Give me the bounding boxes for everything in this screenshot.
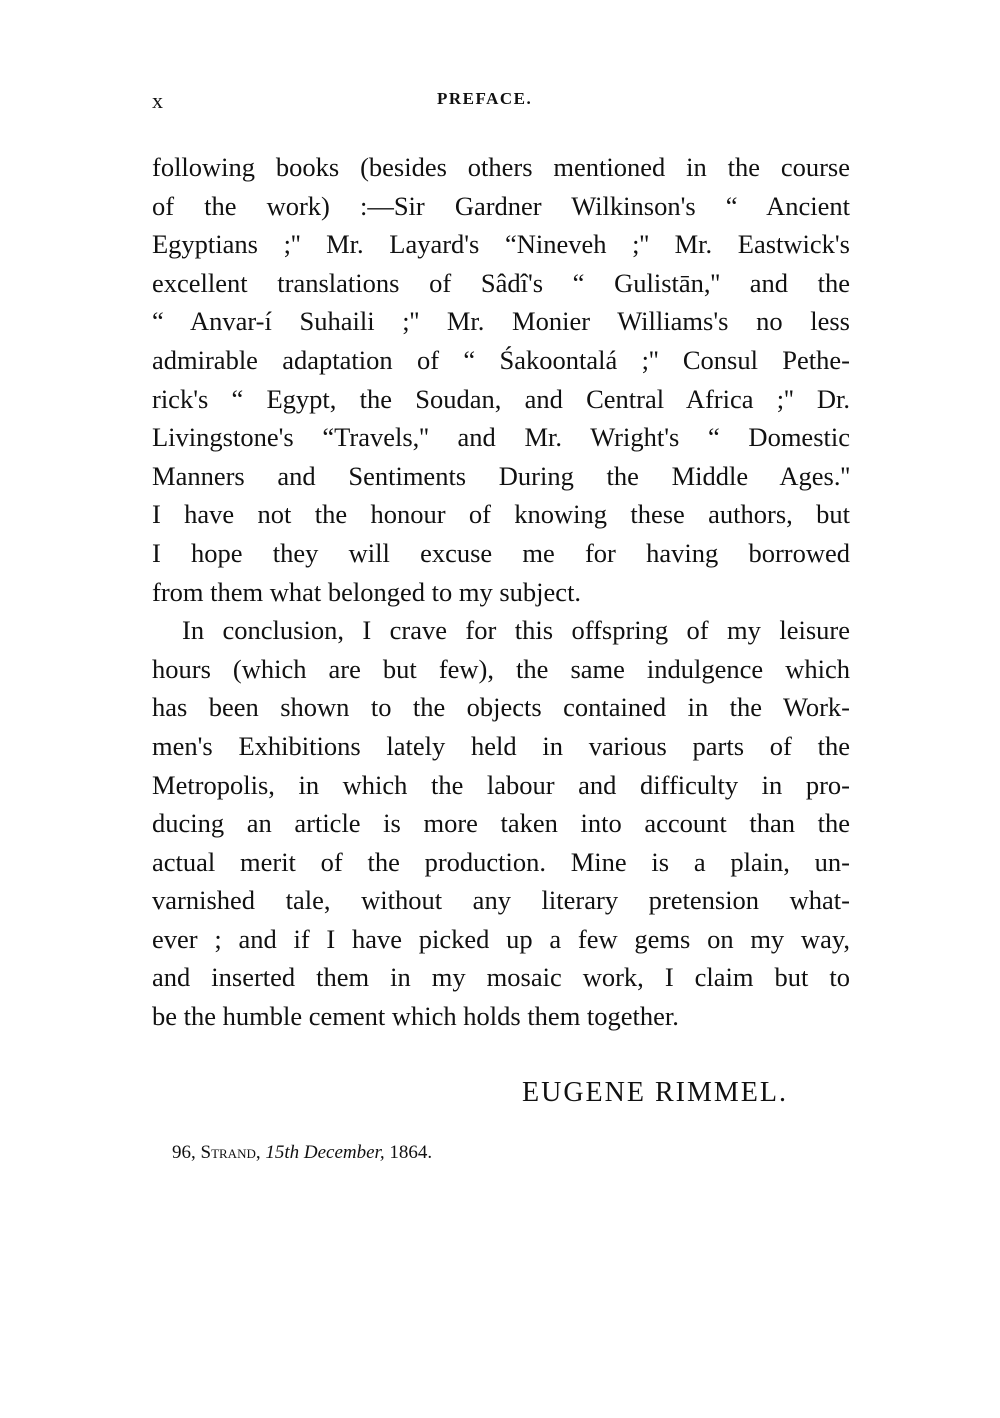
text-line: Egyptians ;'' Mr. Layard's “Nineveh ;'' Mr. Eastwick's <box>152 229 850 260</box>
text-line: following books (besides others mentioned in the course <box>152 152 850 182</box>
text-line: be the humble cement which holds them together. <box>152 1001 679 1032</box>
text-line: hours (which are but few), the same indulgence which <box>152 653 850 684</box>
text-line: of the work) :—Sir Gardner Wilkinson's “ Ancient <box>152 190 850 221</box>
text-line: men's Exhibitions lately held in various parts of the <box>152 730 850 761</box>
text-line: has been shown to the objects contained in the Work- <box>152 692 850 723</box>
text-line: and inserted them in my mosaic work, I claim but to <box>152 962 850 993</box>
preface-body <box>152 148 850 1036</box>
page-number: x <box>152 88 164 113</box>
text-line: rick's “ Egypt, the Soudan, and Central Africa ;'' Dr. <box>152 383 850 414</box>
text-line: “ Anvar-í Suhaili ;'' Mr. Monier Williams's no less <box>152 306 850 337</box>
text-line: actual merit of the production. Mine is a plain, un- <box>152 846 850 877</box>
text-line: Manners and Sentiments During the Middle Ages.'' <box>152 460 850 491</box>
dateline-street: Strand, <box>200 1142 261 1163</box>
paragraph-2 <box>152 611 850 1036</box>
text-line: admirable adaptation of “ Śakoontalá ;'' Consul Pethe- <box>152 344 850 375</box>
text-line: ever ; and if I have picked up a few gems on my way, <box>152 923 850 954</box>
dateline-year: 1864. <box>389 1142 433 1163</box>
page-header <box>152 88 852 118</box>
author-signature: EUGENE RIMMEL. <box>522 1077 788 1108</box>
text-line: I have not the honour of knowing these authors, but <box>152 499 850 530</box>
dateline-number: 96, <box>172 1142 196 1163</box>
paragraph-1 <box>152 148 850 611</box>
dateline <box>172 1142 432 1164</box>
dateline-date: 15th December, <box>265 1142 385 1163</box>
text-line: I hope they will excuse me for having borrowed <box>152 537 850 568</box>
text-line: varnished tale, without any literary pretension what- <box>152 885 850 916</box>
text-line: In conclusion, I crave for this offspring of my leisure <box>182 615 850 646</box>
running-title: PREFACE. <box>437 89 533 108</box>
text-line: ducing an article is more taken into account than the <box>152 808 850 839</box>
text-line: Metropolis, in which the labour and difficulty in pro- <box>152 769 850 800</box>
text-line: from them what belonged to my subject. <box>152 576 582 607</box>
text-line: excellent translations of Sâdî's “ Gulistān,'' and the <box>152 267 850 298</box>
text-line: Livingstone's “Travels,'' and Mr. Wright's “ Domestic <box>152 422 850 453</box>
